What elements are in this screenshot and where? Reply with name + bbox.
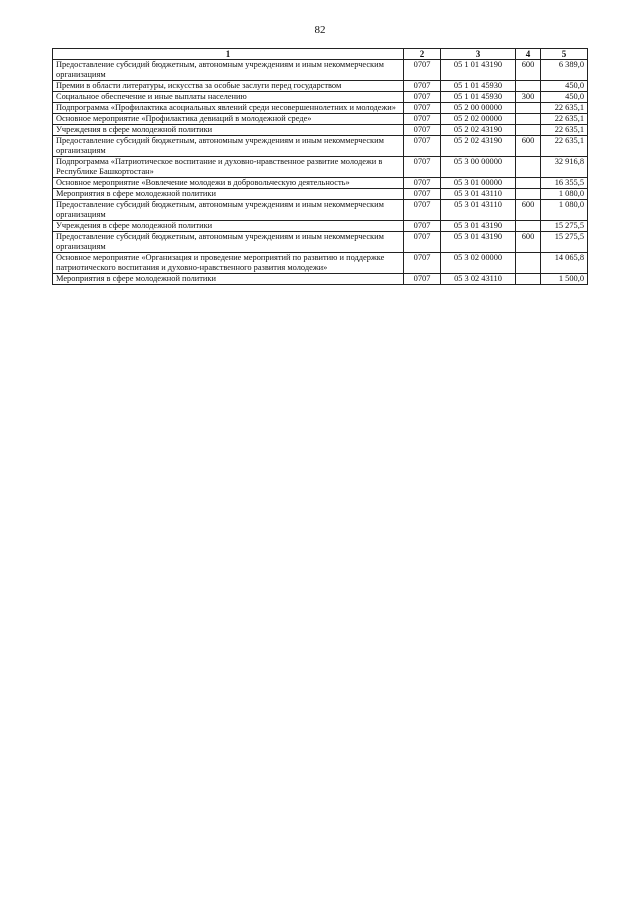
header-col-4: 4 [516,49,541,60]
row-name: Мероприятия в сфере молодежной политики [53,189,404,200]
row-amount: 1 080,0 [541,189,588,200]
row-name: Подпрограмма «Патриотическое воспитание и духовно-нравственное развитие молодежи в Республике Башкортостан» [53,157,404,178]
row-section: 0707 [404,157,441,178]
row-name: Основное мероприятие «Профилактика девиаций в молодежной среде» [53,114,404,125]
row-name: Учреждения в сфере молодежной политики [53,125,404,136]
table-row [53,81,588,92]
row-expense-type: 600 [516,136,541,157]
row-expense-type [516,103,541,114]
table-row [53,232,588,253]
row-name: Подпрограмма «Профилактика асоциальных явлений среди несовершеннолетних и молодежи» [53,103,404,114]
table-row [53,157,588,178]
row-target-code: 05 1 01 45930 [441,92,516,103]
table-row [53,92,588,103]
row-amount: 14 065,8 [541,253,588,274]
row-amount: 22 635,1 [541,103,588,114]
row-name: Предоставление субсидий бюджетным, автономным учреждениям и иным некоммерческим организациям [53,232,404,253]
row-expense-type: 600 [516,60,541,81]
table-row [53,221,588,232]
row-amount: 450,0 [541,92,588,103]
page-number: 82 [314,24,326,36]
table-row [53,125,588,136]
row-target-code: 05 3 01 43190 [441,221,516,232]
row-section: 0707 [404,92,441,103]
row-expense-type [516,81,541,92]
row-target-code: 05 3 02 00000 [441,253,516,274]
row-section: 0707 [404,232,441,253]
header-col-2: 2 [404,49,441,60]
row-expense-type: 300 [516,92,541,103]
row-amount: 32 916,8 [541,157,588,178]
row-expense-type [516,114,541,125]
row-name: Учреждения в сфере молодежной политики [53,221,404,232]
table-row [53,189,588,200]
row-amount: 6 389,0 [541,60,588,81]
row-name: Основное мероприятие «Вовлечение молодежи в добровольческую деятельность» [53,178,404,189]
row-target-code: 05 2 00 00000 [441,103,516,114]
row-section: 0707 [404,200,441,221]
table-row [53,136,588,157]
row-target-code: 05 3 01 43110 [441,189,516,200]
row-amount: 1 500,0 [541,274,588,285]
table-row [53,103,588,114]
row-expense-type [516,253,541,274]
row-section: 0707 [404,178,441,189]
row-expense-type [516,157,541,178]
row-name: Предоставление субсидий бюджетным, автономным учреждениям и иным некоммерческим организациям [53,136,404,157]
row-section: 0707 [404,274,441,285]
row-expense-type: 600 [516,200,541,221]
row-section: 0707 [404,60,441,81]
row-target-code: 05 3 01 00000 [441,178,516,189]
row-name: Основное мероприятие «Организация и проведение мероприятий по развитию и поддержке патриотического воспитания и духовно-нравственного развития молодежи» [53,253,404,274]
row-section: 0707 [404,189,441,200]
row-target-code: 05 3 01 43190 [441,232,516,253]
row-amount: 16 355,5 [541,178,588,189]
row-expense-type: 600 [516,232,541,253]
row-section: 0707 [404,221,441,232]
row-section: 0707 [404,136,441,157]
row-expense-type [516,189,541,200]
row-section: 0707 [404,253,441,274]
row-target-code: 05 1 01 45930 [441,81,516,92]
row-section: 0707 [404,114,441,125]
row-amount: 1 080,0 [541,200,588,221]
row-section: 0707 [404,103,441,114]
row-target-code: 05 3 02 43110 [441,274,516,285]
row-name: Предоставление субсидий бюджетным, автономным учреждениям и иным некоммерческим организациям [53,200,404,221]
row-amount: 22 635,1 [541,125,588,136]
table-row [53,60,588,81]
header-row [53,49,588,60]
row-target-code: 05 2 02 43190 [441,125,516,136]
table-row [53,200,588,221]
row-name: Премии в области литературы, искусства за особые заслуги перед государством [53,81,404,92]
row-target-code: 05 2 02 43190 [441,136,516,157]
table-row [53,253,588,274]
table-row [53,114,588,125]
header-col-1: 1 [53,49,404,60]
row-target-code: 05 1 01 43190 [441,60,516,81]
header-col-3: 3 [441,49,516,60]
row-target-code: 05 3 01 43110 [441,200,516,221]
row-name: Предоставление субсидий бюджетным, автономным учреждениям и иным некоммерческим организациям [53,60,404,81]
row-expense-type [516,221,541,232]
header-col-5: 5 [541,49,588,60]
budget-table [52,48,588,285]
row-amount: 22 635,1 [541,136,588,157]
row-amount: 450,0 [541,81,588,92]
row-expense-type [516,178,541,189]
row-section: 0707 [404,81,441,92]
row-section: 0707 [404,125,441,136]
row-name: Мероприятия в сфере молодежной политики [53,274,404,285]
row-amount: 15 275,5 [541,221,588,232]
table-row [53,274,588,285]
row-target-code: 05 3 00 00000 [441,157,516,178]
row-target-code: 05 2 02 00000 [441,114,516,125]
row-amount: 15 275,5 [541,232,588,253]
row-name: Социальное обеспечение и иные выплаты населению [53,92,404,103]
row-amount: 22 635,1 [541,114,588,125]
row-expense-type [516,274,541,285]
table-row [53,178,588,189]
row-expense-type [516,125,541,136]
